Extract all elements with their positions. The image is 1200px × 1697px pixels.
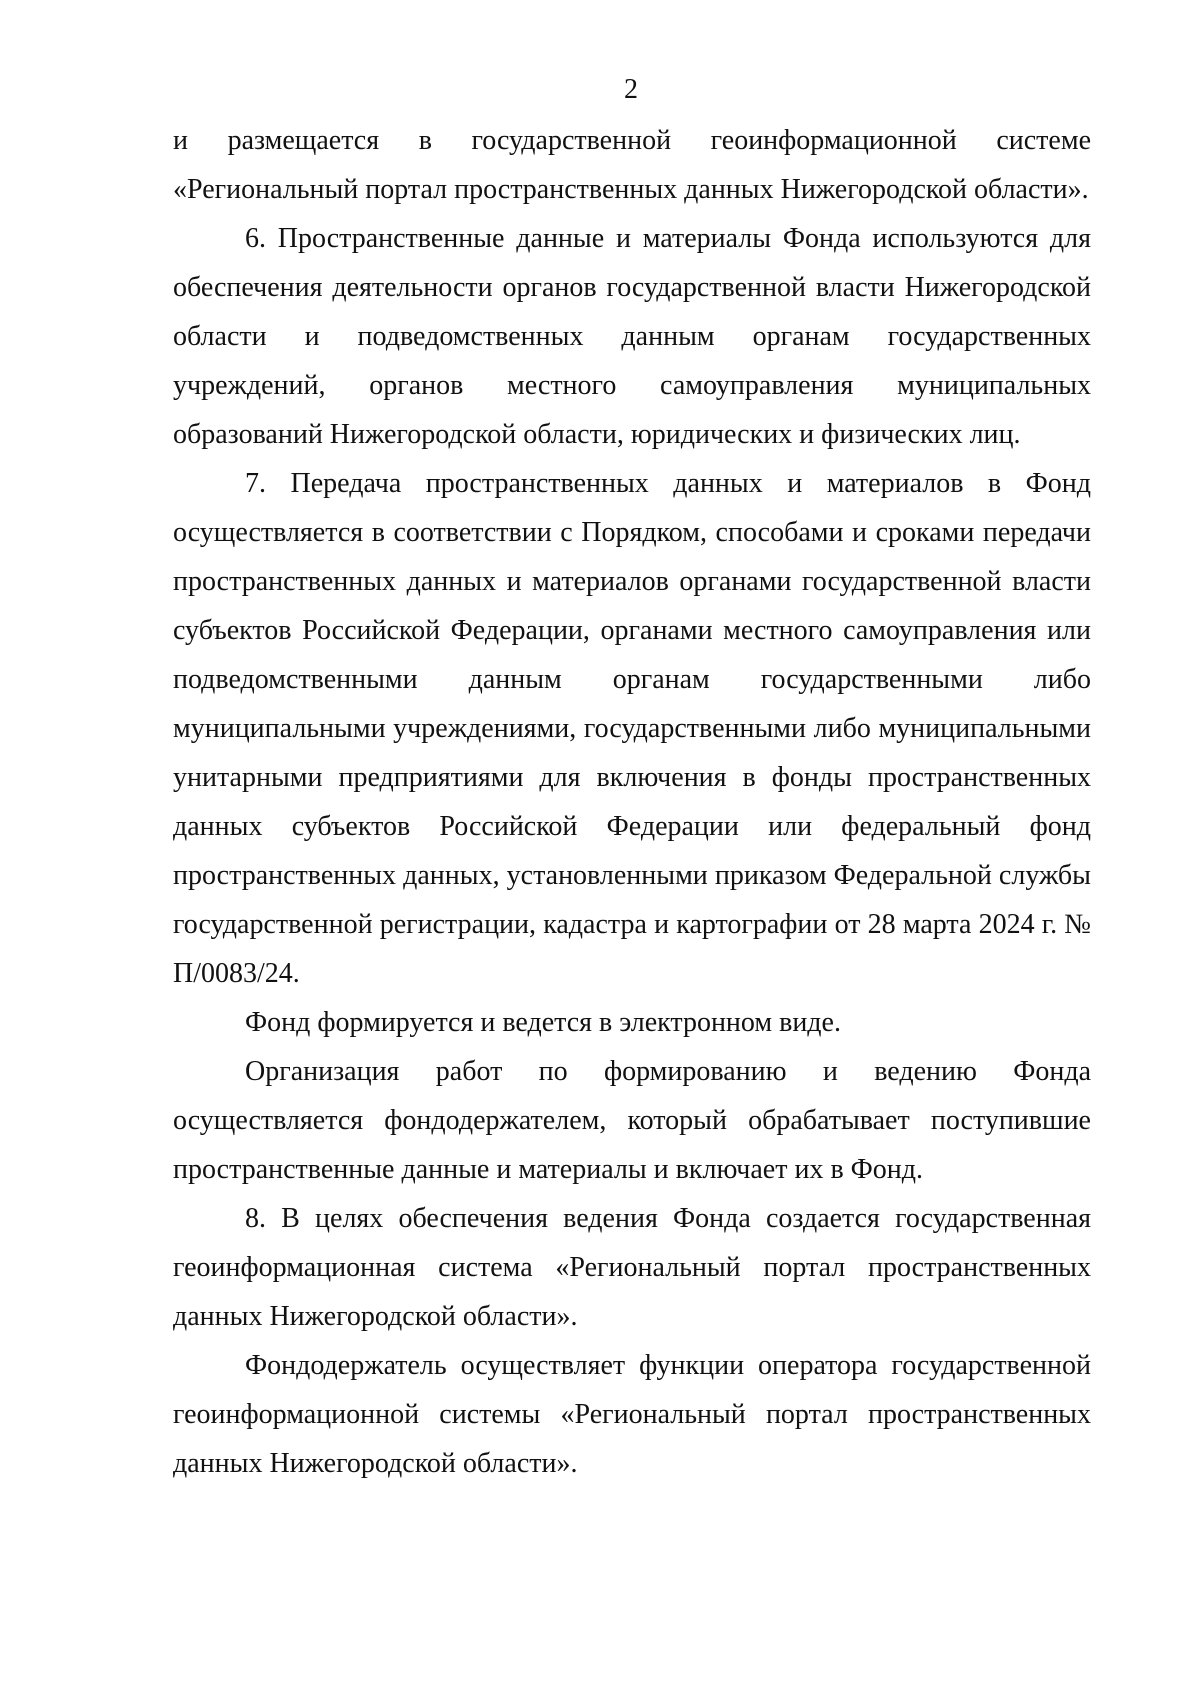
page-number: 2 [624, 74, 638, 105]
paragraph-item-7: 7. Передача пространственных данных и материалов в Фонд осуществляется в соответствии с Порядком, способами и сроками передачи пространственных данных и материалов органами государственной власти субъектов Российской Федерации, органами местного самоуправления или подведомственными данным органам государственными либо муниципальными учреждениями, государственными либо муниципальными унитарными предприятиями для включения в фонды пространственных данных субъектов Российской Федерации или федеральный фонд пространственных данных, установленными приказом Федеральной службы государственной регистрации, кадастра и картографии от 28 марта 2024 г. № П/0083/24. [173, 468, 1091, 989]
paragraph-fund-format: Фонд формируется и ведется в электронном виде. [245, 1007, 841, 1038]
paragraph-fund-holder: Фондодержатель осуществляет функции оператора государственной геоинформационной системы «Региональный портал пространственных данных Нижегородской области». [173, 1350, 1091, 1479]
paragraph-item-6: 6. Пространственные данные и материалы Фонда используются для обеспечения деятельности органов государственной власти Нижегородской области и подведомственных данным органам государственных учреждений, органов местного самоуправления муниципальных образований Нижегородской области, юридических и физических лиц. [173, 223, 1091, 450]
paragraph-fund-organization: Организация работ по формированию и ведению Фонда осуществляется фондодержателем, который обрабатывает поступившие пространственные данные и материалы и включает их в Фонд. [173, 1056, 1091, 1185]
paragraph-item-8: 8. В целях обеспечения ведения Фонда создается государственная геоинформационная система «Региональный портал пространственных данных Нижегородской области». [173, 1203, 1091, 1332]
paragraph-continuation: и размещается в государственной геоинформационной системе «Региональный портал пространственных данных Нижегородской области». [173, 125, 1091, 205]
document-body [173, 116, 1091, 1488]
